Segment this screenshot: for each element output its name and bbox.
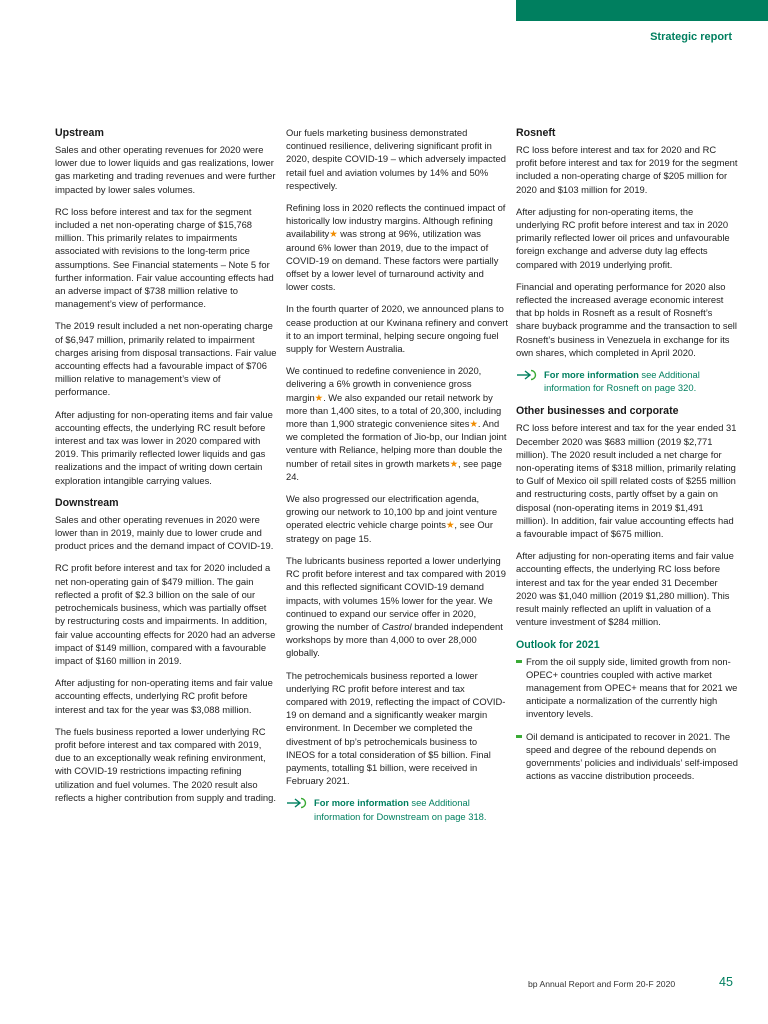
paragraph: In the fourth quarter of 2020, we announced plans to cease production at our Kwinana refinery and convert it to an import terminal, helping secure ongoing fuel supply for Western Australia.: [286, 303, 509, 355]
outlook-list: [516, 655, 738, 783]
paragraph: After adjusting for non-operating items and fair value accounting effects, the underlying RC loss before interest and tax for the year ended 31 December 2020 was $1,040 million (2019 $1,280 million). This result mainly reflected an uplift in valuation of a venture investment of $284 million.: [516, 550, 734, 628]
paragraph: The 2019 result included a net non-operating charge of $6,947 million, primarily related to impairment charges arising from disposal transactions. Fair value accounting effects had a favourable impact of $706 million relative to management’s view of performance.: [55, 320, 277, 398]
text-run: see Additional information for Downstream on page 318.: [314, 797, 487, 822]
arrow-right-icon: [516, 369, 538, 381]
paragraph: Financial and operating performance for 2020 also reflected the increased average economic interest that bp holds in Rosneft as a result of Rosneft’s share buyback programme and the transaction to sell Rosneft’s business in Venezuela in exchange for its own shares, which completed in April 2020.: [516, 280, 737, 358]
downstream-heading: Downstream: [55, 496, 119, 509]
text-run: branded independent workshops by more than 4,000 to over 28,000 globally.: [286, 620, 503, 659]
more-info-text: [544, 368, 738, 394]
text-run: see Additional information for Rosneft on page 320.: [544, 369, 700, 394]
header-accent-bar: [516, 0, 768, 21]
other-businesses-heading: Other businesses and corporate: [516, 405, 679, 418]
list-item: [516, 655, 738, 721]
list-item-text: From the oil supply side, limited growth from non-OPEC+ countries coupled with active market management from OPEC+ means that for 2021 we anticipate a normalization of the currently high inventory levels.: [526, 655, 738, 720]
paragraph: Sales and other operating revenues for 2020 were lower due to lower liquids and gas realizations, lower gas marketing and trading revenues and were further impacted by lower sales volumes.: [55, 144, 276, 195]
paragraph: RC loss before interest and tax for 2020 and RC profit before interest and tax for 2019 for the segment included a non-operating charge of $205 million for 2020 and $103 million for 2019.: [516, 144, 738, 195]
text-run: , see Our strategy on page 15.: [286, 519, 493, 544]
paragraph: RC profit before interest and tax for 2020 included a net non-operating gain of $479 million. The gain reflected a profit of $2.3 billion on the sale of our petrochemicals business, which was partially offset by restructuring costs and impairments. In addition, fair value accounting effects for 2020 had an adverse impact of $149 million, compared with a favourable impact of $160 million in 2019.: [55, 562, 276, 666]
column-3: [516, 126, 738, 791]
upstream-heading: Upstream: [55, 127, 104, 139]
more-info-label: For more information: [544, 369, 639, 381]
paragraph: [286, 201, 508, 293]
list-item: [516, 730, 738, 783]
section-label: Strategic report: [650, 31, 732, 43]
text-run: We also progressed our electrification agenda, growing our network to 10,100 bp and joint venture operated electric vehicle charge points: [286, 493, 498, 531]
more-info-text: [314, 796, 508, 822]
paragraph: After adjusting for non-operating items, the underlying RC profit before interest and tax in 2020 primarily reflected lower oil prices and unfavourable foreign exchange and adverse duty lag effects compared with 2019 underlying profit.: [516, 205, 730, 270]
text-run: was strong at 96%, utilization was around 6% lower than 2019, due to the impact of COVID-19 on demand. These factors were partially offset by a lower level of turnaround activity and lower costs.: [286, 228, 499, 293]
paragraph: [286, 554, 508, 660]
paragraph: [286, 492, 508, 545]
bullet-icon: [516, 735, 522, 738]
star-icon: ★: [469, 418, 478, 430]
text-run: We continued to redefine convenience in 2020, delivering a 6% growth in convenience gross margin: [286, 365, 482, 403]
more-info-label: For more information: [314, 797, 409, 809]
star-icon: ★: [329, 228, 338, 240]
text-run: The lubricants business reported a lower underlying RC profit before interest and tax compared with 2019 and this reflected significant COVID-19 demand impacts, with volumes 15% lower for the year. We continued to expand our service offer in 2020, growing the number of: [286, 554, 506, 632]
text-run: , see page 24.: [286, 457, 502, 482]
outlook-heading: Outlook for 2021: [516, 638, 600, 651]
star-icon: ★: [314, 391, 324, 403]
page-number: 45: [719, 975, 733, 989]
paragraph: RC loss before interest and tax for the year ended 31 December 2020 was $683 million (2019 $2,771 million). The 2020 result included a net charge for non-operating items of $318 million, primarily relating to Gulf of Mexico oil spill related costs of $255 million and restructuring costs, partly offset by a gain on disposal (non-operating items in 2019 $1,491 million). In addition, fair value accounting effects had a favourable impact of $675 million.: [516, 422, 737, 540]
star-icon: ★: [446, 519, 455, 531]
rosneft-more-info-link[interactable]: [516, 368, 738, 394]
text-run: . We also expanded our retail network by more than 1,400 sites, to a total of 20,300, including more than 1,900 strategic convenience sites: [286, 391, 502, 430]
column-2: [286, 126, 508, 833]
paragraph: The fuels business reported a lower underlying RC profit before interest and tax compared with 2019, due to an exceptionally weak refining environment, with COVID-19 restrictions impacting refining utilization and fuel volumes. The 2020 result also reflects a higher contribution from supply and trading.: [55, 725, 276, 803]
column-1: [55, 126, 277, 813]
star-icon: ★: [449, 457, 459, 469]
footer-title: bp Annual Report and Form 20-F 2020: [528, 979, 676, 989]
paragraph: Sales and other operating revenues in 2020 were lower than in 2019, mainly due to lower crude and product prices and the demand impact of COVID-19.: [55, 513, 274, 552]
list-item-text: Oil demand is anticipated to recover in 2021. The speed and degree of the rebound depends on governments’ policies and individuals’ self-imposed actions as vaccine distribution proceeds.: [526, 730, 738, 782]
paragraph: Our fuels marketing business demonstrated continued resilience, delivering significant profit in 2020, despite COVID-19 – which adversely impacted retail fuel and aviation volumes by 14% and 50% respectively.: [286, 127, 506, 191]
brand-name: Castrol: [381, 620, 412, 632]
downstream-more-info-link[interactable]: [286, 796, 508, 822]
paragraph: RC loss before interest and tax for the segment included a net non-operating charge of $15,768 million. This primarily relates to impairments associated with revisions to the long-term price assumptions. See Financial statements – Note 5 for further information. Fair value accounting effects had an adverse impact of $738 million relative to management’s view of performance.: [55, 205, 274, 310]
paragraph: The petrochemicals business reported a lower underlying RC profit before interest and tax compared with 2019, reflecting the impact of COVID-19 on demand and a significantly weaker margin environment. In December we completed the divestment of bp’s petrochemicals business to INEOS for a total consideration of $5 billion. Final payments, totalling $1 billion, were received in February 2021.: [286, 669, 506, 787]
paragraph: After adjusting for non-operating items and fair value accounting effects, the underlying RC result before interest and tax was lower in 2020 compared with 2019. This primarily reflected lower liquids and gas realizations and the impact of writing down certain exploration intangible carrying values.: [55, 408, 273, 486]
arrow-right-icon: [286, 797, 308, 809]
bullet-icon: [516, 660, 522, 663]
text-run: Refining loss in 2020 reflects the continued impact of historically low industry margins. Although refining availability: [286, 202, 506, 240]
rosneft-heading: Rosneft: [516, 127, 556, 139]
text-run: . And we completed the formation of Jio-bp, our Indian joint venture with Reliance, helping more than double the number of retail sites in growth markets: [286, 418, 507, 469]
paragraph: [286, 364, 508, 483]
paragraph: After adjusting for non-operating items and fair value accounting effects, underlying RC profit before interest and tax for the year was $3,088 million.: [55, 677, 273, 715]
